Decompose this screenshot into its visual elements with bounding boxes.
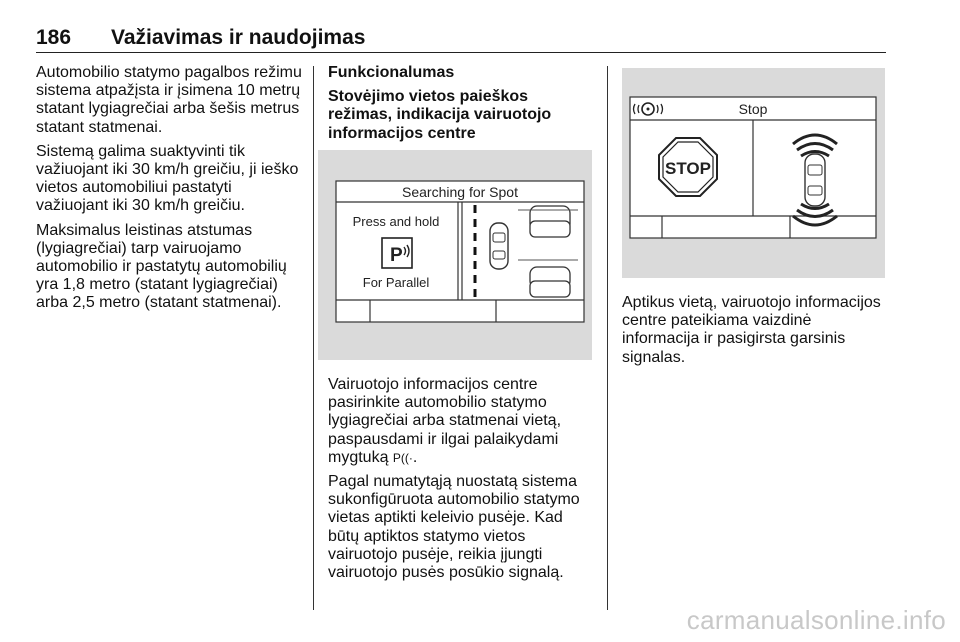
watermark: carmanualsonline.info: [686, 605, 946, 635]
paragraph-3: Maksimalus leistinas atstumas (lygiagrečiai) tarp vairuojamo automobilio ir pastatytų automobilių yra 1,8 metro (statant lygiagrečiai) arba 2,5 metro (statant statmenai).: [36, 221, 287, 312]
dic-stop-display: [622, 68, 885, 278]
svg-text:STOP: STOP: [665, 159, 711, 178]
column-right-body: [622, 294, 892, 373]
press-hold-label: Press and hold: [352, 214, 440, 229]
stop-sign-icon: [659, 138, 717, 196]
paragraph-1: [328, 376, 593, 467]
dic-searching-display: [318, 150, 592, 360]
page-number: 186: [36, 26, 72, 49]
column-divider: [313, 66, 314, 610]
figure-stop: [622, 68, 885, 278]
column-left: [36, 64, 306, 319]
paragraph-1: Automobilio statymo pagalbos režimu sistema atpažįsta ir įsimena 10 metrų statant lygiagrečiai arba šešis metrus statant statmenai.: [36, 64, 302, 136]
column-middle: [328, 64, 593, 143]
paragraph-text: .: [412, 448, 418, 466]
figure-searching-for-spot: [318, 150, 592, 360]
paragraph-2: Sistemą galima suaktyvinti tik važiuojant iki 30 km/h greičiu, ji ieško vietos automobiliui pastatyti važiuojant iki 30 km/h greičiu.: [36, 142, 299, 215]
column-divider: [607, 66, 608, 610]
display-title: Searching for Spot: [402, 184, 518, 200]
parking-button-icon: [382, 238, 412, 268]
page-header: [36, 26, 886, 53]
parking-button-icon: P((·: [392, 450, 413, 465]
subsection-title: Stovėjimo vietos paieškos režimas, indikacija vairuotojo informacijos centre: [328, 88, 552, 142]
paragraph-1: Aptikus vietą, vairuotojo informacijos centre pateikiama vaizdinė informacija ir pasigirsta garsinis signalas.: [622, 294, 881, 366]
for-parallel-label: For Parallel: [362, 275, 430, 290]
paragraph-2: Pagal numatytąją nuostatą sistema sukonfigūruota automobilio statymo vietas aptikti keleivio pusėje. Kad būtų aptiktos statymo vietos vairuotojo pusėje, reikia įjungti vairuotojo pusės posūkio signalą.: [328, 473, 580, 582]
svg-text:P: P: [390, 245, 403, 266]
paragraph-text: Vairuotojo informacijos centre pasirinkite automobilio statymo lygiagrečiai arba statmenai vietą, paspausdami ir ilgai palaikydami mygtuką: [328, 376, 562, 466]
column-middle-body: [328, 376, 593, 588]
section-title: Funkcionalumas: [328, 64, 455, 81]
display-title: Stop: [738, 101, 768, 117]
chapter-title: Važiavimas ir naudojimas: [111, 26, 366, 49]
